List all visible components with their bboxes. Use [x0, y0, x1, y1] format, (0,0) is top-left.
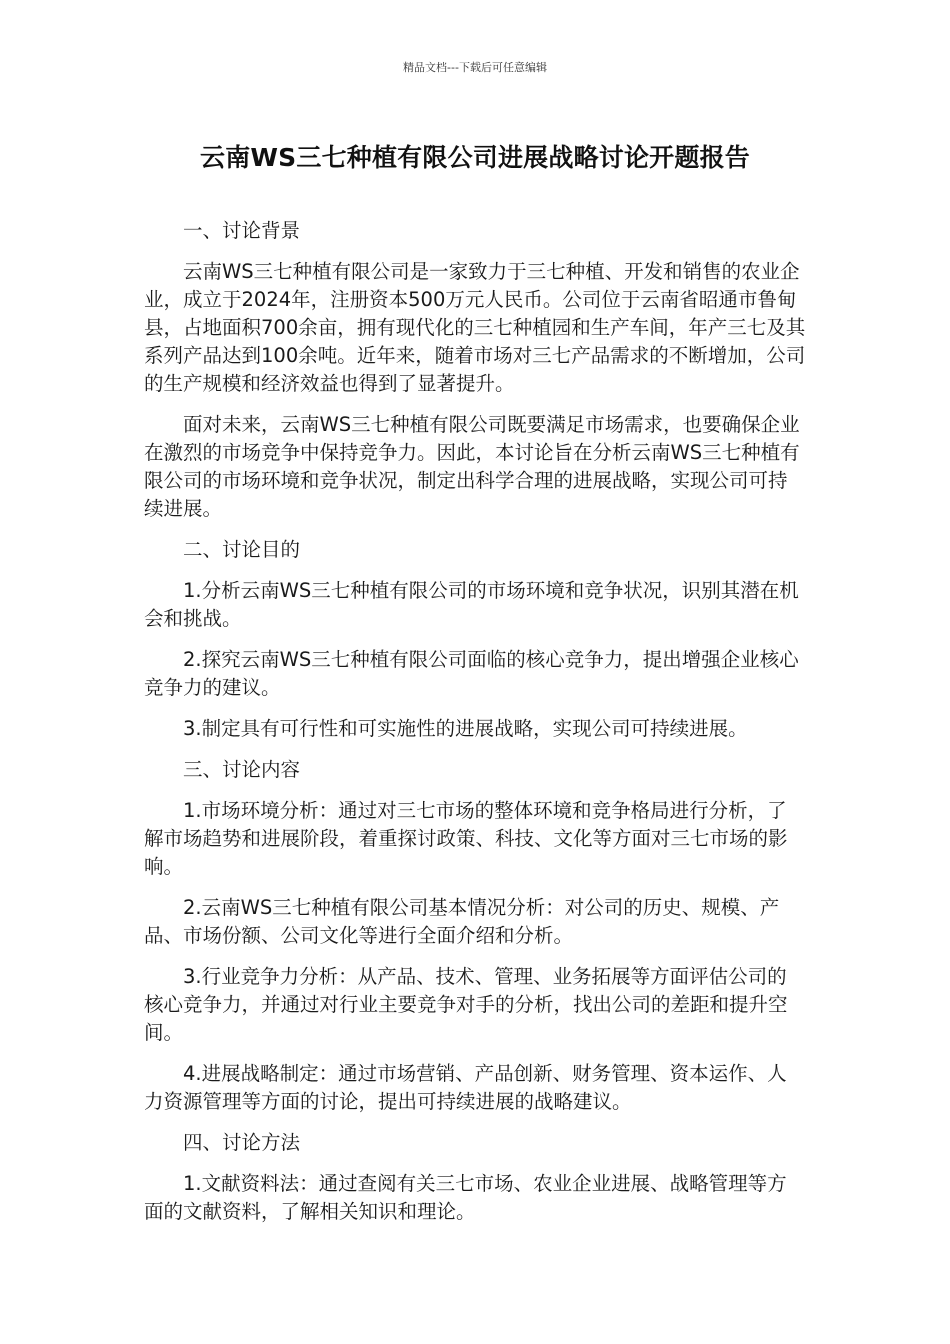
section-heading-purpose: 二、讨论目的: [183, 538, 301, 561]
paragraph-future: 面对未来，云南WS三七种植有限公司既要满足市场需求，也要确保企业在激烈的市场竞争中保持竞争力。因此，本讨论旨在分析云南WS三七种植有限公司的市场环境和竞争状况，制定出科学合理的进展战略，实现公司可持续进展。: [144, 413, 800, 520]
paragraph-company-intro: 云南WS三七种植有限公司是一家致力于三七种植、开发和销售的农业企业，成立于2024年，注册资本500万元人民币。公司位于云南省昭通市鲁甸县，占地面积700余亩，拥有现代化的三七种植园和生产车间，年产三七及其系列产品达到100余吨。近年来，随着市场对三七产品需求的不断增加，公司的生产规模和经济效益也得到了显著提升。: [144, 260, 806, 395]
section-heading-content: 三、讨论内容: [183, 758, 301, 781]
purpose-item-3: 3.制定具有可行性和可实施性的进展战略，实现公司可持续进展。: [183, 717, 748, 740]
purpose-item-2: 2.探究云南WS三七种植有限公司面临的核心竞争力，提出增强企业核心竞争力的建议。: [144, 648, 799, 699]
content-item-4: 4.进展战略制定：通过市场营销、产品创新、财务管理、资本运作、人力资源管理等方面的讨论，提出可持续进展的战略建议。: [144, 1062, 787, 1113]
content-item-2: 2.云南WS三七种植有限公司基本情况分析：对公司的历史、规模、产品、市场份额、公司文化等进行全面介绍和分析。: [144, 896, 780, 947]
section-heading-background: 一、讨论背景: [183, 219, 301, 242]
page-header: 精品文档---下载后可任意编辑: [403, 61, 547, 74]
document-body: [144, 217, 806, 1239]
content-item-3: 3.行业竞争力分析：从产品、技术、管理、业务拓展等方面评估公司的核心竞争力，并通过对行业主要竞争对手的分析，找出公司的差距和提升空间。: [144, 965, 788, 1044]
document-title: 云南WS三七种植有限公司进展战略讨论开题报告: [200, 143, 750, 172]
method-item-1: 1.文献资料法：通过查阅有关三七市场、农业企业进展、战略管理等方面的文献资料，了解相关知识和理论。: [144, 1172, 787, 1223]
purpose-item-1: 1.分析云南WS三七种植有限公司的市场环境和竞争状况，识别其潜在机会和挑战。: [144, 579, 799, 630]
content-item-1: 1.市场环境分析：通过对三七市场的整体环境和竞争格局进行分析，了解市场趋势和进展阶段，着重探讨政策、科技、文化等方面对三七市场的影响。: [144, 799, 788, 878]
section-heading-method: 四、讨论方法: [183, 1131, 301, 1154]
